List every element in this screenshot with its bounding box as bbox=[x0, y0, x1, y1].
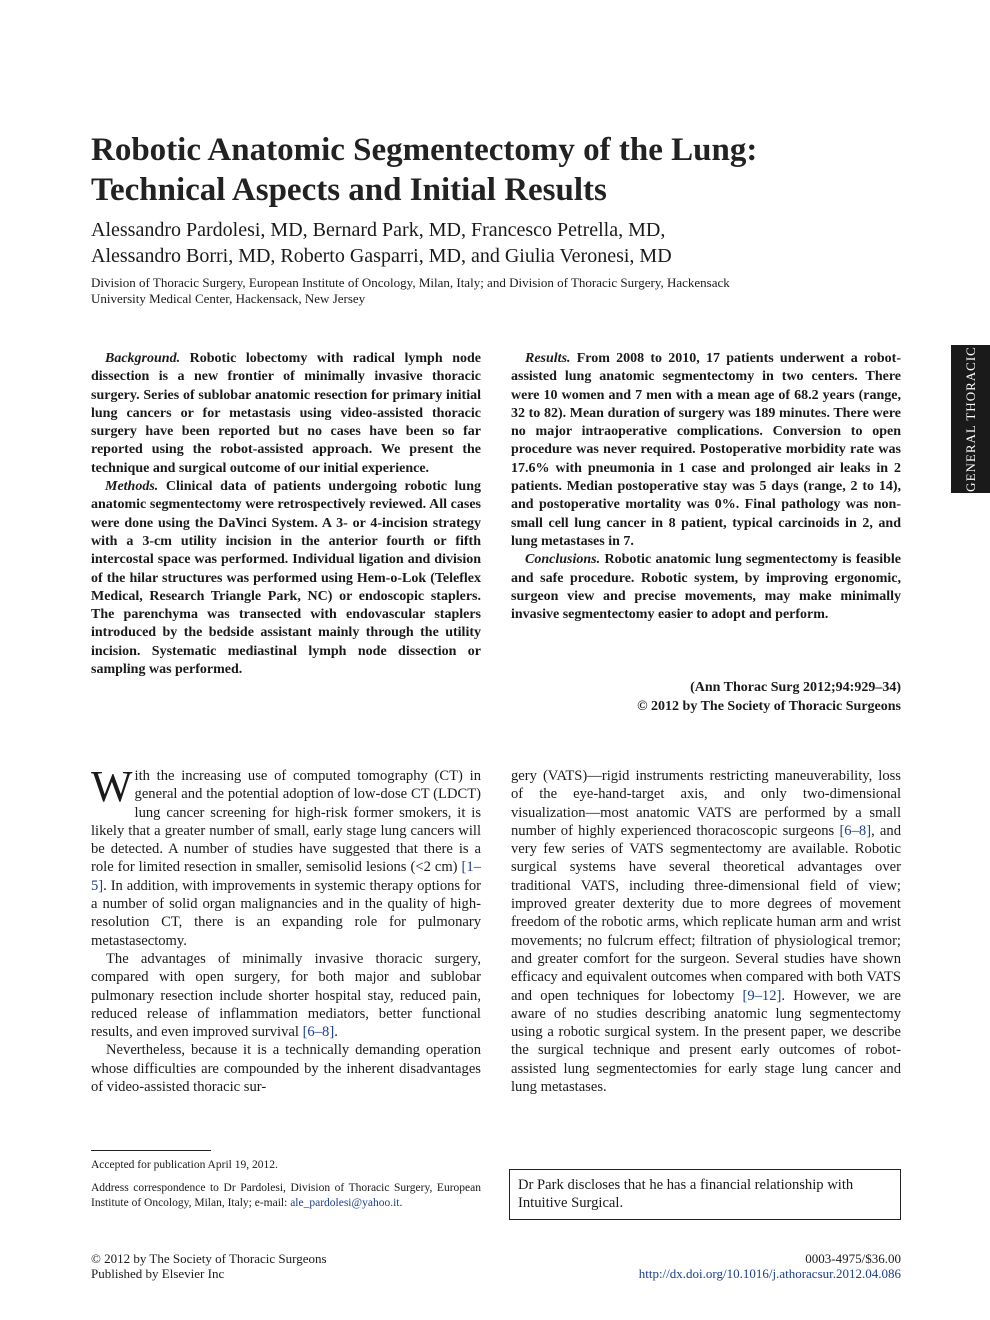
citation-link-1-5[interactable]: [1–5] bbox=[91, 859, 481, 894]
footer-issn: 0003-4975/$36.00 bbox=[805, 1251, 901, 1266]
footer-publisher: Published by Elsevier Inc bbox=[91, 1266, 225, 1281]
footer-right bbox=[560, 1251, 901, 1281]
results-text: From 2008 to 2010, 17 patients underwent a robot-assisted lung anatomic segmentectomy in two centers. There were 10 women and 7 men with a mean age of 68.2 years (range, 32 to 82). Mean duration of surgery was 189 minutes. There were no major intraoperative complications. Conversion to open procedure was never required. Postoperative morbidity rate was 17.6% with pneumonia in 1 case and prolonged air leaks in 2 patients. Median postoperative stay was 5 days (range, 2 to 14), and postoperative mortality was 0%. Final pathology was non-small cell lung cancer in 8 patient, typical carcinoids in 2, and lung metastases in 7. bbox=[511, 351, 901, 549]
citation-link-6-8[interactable]: [6–8] bbox=[302, 1024, 335, 1041]
email-link[interactable]: ale_pardolesi@yahoo.it bbox=[290, 1197, 400, 1209]
body-p2-text-a: The advantages of minimally invasive thoracic surgery, compared with open surgery, for both major and sublobar pulmonary resection include shorter hospital stay, reduced pain, reduced release of inflammation mediators, better functional results, and even improved survival bbox=[91, 950, 481, 1041]
conclusions-text: Robotic anatomic lung segmentectomy is feasible and safe procedure. Robotic system, by improving ergonomic, surgeon view and precise movements, may make minimally invasive segmentectomy easier to adopt and perform. bbox=[511, 552, 901, 623]
body-p3-text-b: gery (VATS)—rigid instruments restricting maneuverability, loss of the eye-hand-target axis, and only two-dimensional visualization—most anatomic VATS are performed by a small number of highly experienced thoracoscopic surgeons bbox=[511, 768, 901, 839]
section-tab bbox=[951, 345, 990, 493]
body-paragraph-2 bbox=[91, 950, 481, 1041]
citation-block bbox=[511, 678, 901, 716]
body-p3-text-c: , and very few series of VATS segmentectomy are available. Robotic surgical systems have several theoretical advantages over traditional VATS, including three-dimensional field of view; improved greater dexterity due to more degrees of movement freedom of the robotic arms, which replicate human arm and wrist movements; no fulcrum effect; filtration of physiological tremor; and greater comfort for the surgeon. Several studies have shown efficacy and equivalent outcomes when compared with both VATS and open techniques for lobectomy bbox=[511, 822, 901, 1004]
conclusions-heading: Conclusions. bbox=[525, 552, 601, 568]
footnotes bbox=[91, 1158, 481, 1219]
body-right-column bbox=[511, 767, 901, 1096]
abstract-results bbox=[511, 350, 901, 551]
section-tab-label: GENERAL THORACIC bbox=[962, 346, 978, 492]
body-p3-text-a: Nevertheless, because it is a technically demanding operation whose difficulties are compounded by the inherent disadvantages of video-assisted thoracic sur- bbox=[91, 1042, 481, 1096]
methods-text: Clinical data of patients undergoing robotic lung anatomic segmentectomy were retrospectively reviewed. All cases were done using the DaVinci System. A 3- or 4-incision strategy with a 3-cm utility incision in the anterior fourth or fifth intercostal space was performed. Individual ligation and division of the hilar structures was performed using Hem-o-Lok (Teleflex Medical, Research Triangle Park, NC) or endoscopic staplers. The parenchyma was transected with endovascular staplers introduced by the bedside assistant mainly through the utility incision. Systematic mediastinal lymph node dissection or sampling was performed. bbox=[91, 479, 481, 678]
abstract-methods bbox=[91, 478, 481, 679]
results-heading: Results. bbox=[525, 351, 571, 366]
abstract-copyright: © 2012 by The Society of Thoracic Surgeons bbox=[637, 699, 901, 714]
body-paragraph-1 bbox=[91, 762, 481, 950]
body-p3-text-d: . However, we are aware of no studies describing anatomic lung segmentectomy using a robotic surgical system. In the present paper, we describe the surgical technique and present early outcomes of robot-assisted lung segmentectomies for early stage lung cancer and lung metastases. bbox=[511, 987, 901, 1096]
authors-line-1: Alessandro Pardolesi, MD, Bernard Park, MD, Francesco Petrella, MD, bbox=[91, 219, 666, 241]
article-title bbox=[91, 130, 911, 210]
background-heading: Background. bbox=[105, 351, 181, 366]
disclosure-text: Dr Park discloses that he has a financial relationship with Intuitive Surgical. bbox=[518, 1177, 854, 1212]
footnote-divider bbox=[91, 1150, 211, 1151]
correspondence-address bbox=[91, 1181, 481, 1211]
footer-left bbox=[91, 1251, 327, 1281]
methods-heading: Methods. bbox=[105, 479, 159, 495]
accepted-date: Accepted for publication April 19, 2012. bbox=[91, 1159, 278, 1171]
journal-citation: (Ann Thorac Surg 2012;94:929–34) bbox=[690, 680, 901, 695]
body-left-column bbox=[91, 762, 481, 1096]
address-end: . bbox=[399, 1197, 403, 1209]
title-line-2: Technical Aspects and Initial Results bbox=[91, 172, 607, 208]
abstract-conclusions bbox=[511, 551, 901, 624]
affiliation bbox=[91, 275, 891, 307]
author-list bbox=[91, 217, 891, 269]
address-text: Address correspondence to Dr Pardolesi, Division of Thoracic Surgery, European Institute of Oncology, Milan, Italy; e-mail: bbox=[91, 1182, 481, 1209]
doi-link[interactable]: http://dx.doi.org/10.1016/j.athoracsur.2012.04.086 bbox=[638, 1266, 901, 1281]
affiliation-line-1: Division of Thoracic Surgery, European Institute of Oncology, Milan, Italy; and Division of Thoracic Surgery, Hackensack bbox=[91, 275, 730, 290]
abstract-left-column bbox=[91, 350, 481, 679]
title-line-1: Robotic Anatomic Segmentectomy of the Lung: bbox=[91, 132, 758, 168]
background-text: Robotic lobectomy with radical lymph node dissection is a new frontier of minimally invasive thoracic surgery. Series of sublobar anatomic resection for primary initial lung cancers or for metastasis using video-assisted thoracic surgery have been reported but no cases have been so far reported using the robot-assisted approach. We present the technique and surgical outcome of our initial experience. bbox=[91, 351, 481, 476]
drop-cap: W bbox=[91, 762, 133, 811]
body-p1-text-b: . In addition, with improvements in systemic therapy options for a number of solid organ malignancies and in the quality of high-resolution CT, there is an expanding role for pulmonary metastasectomy. bbox=[91, 877, 481, 949]
authors-line-2: Alessandro Borri, MD, Roberto Gasparri, MD, and Giulia Veronesi, MD bbox=[91, 245, 672, 267]
body-paragraph-3 bbox=[91, 1041, 481, 1096]
body-p2-text-b: . bbox=[334, 1024, 338, 1041]
abstract-background bbox=[91, 350, 481, 478]
footer-copyright: © 2012 by The Society of Thoracic Surgeons bbox=[91, 1251, 327, 1266]
disclosure-box bbox=[509, 1169, 901, 1220]
body-paragraph-3-continued bbox=[511, 767, 901, 1096]
body-p1-text-a: ith the increasing use of computed tomography (CT) in general and the potential adoption of low-dose CT (LDCT) lung cancer screening for high-risk former smokers, it is likely that a greater number of small, early stage lung cancers will be detected. A number of studies have suggested that there is a role for limited resection in smaller, semisolid lesions (<2 cm) bbox=[91, 768, 481, 876]
abstract-right-column bbox=[511, 350, 901, 624]
affiliation-line-2: University Medical Center, Hackensack, New Jersey bbox=[91, 291, 366, 306]
citation-link-9-12[interactable]: [9–12] bbox=[742, 987, 782, 1004]
citation-link-6-8-b[interactable]: [6–8] bbox=[839, 822, 872, 839]
